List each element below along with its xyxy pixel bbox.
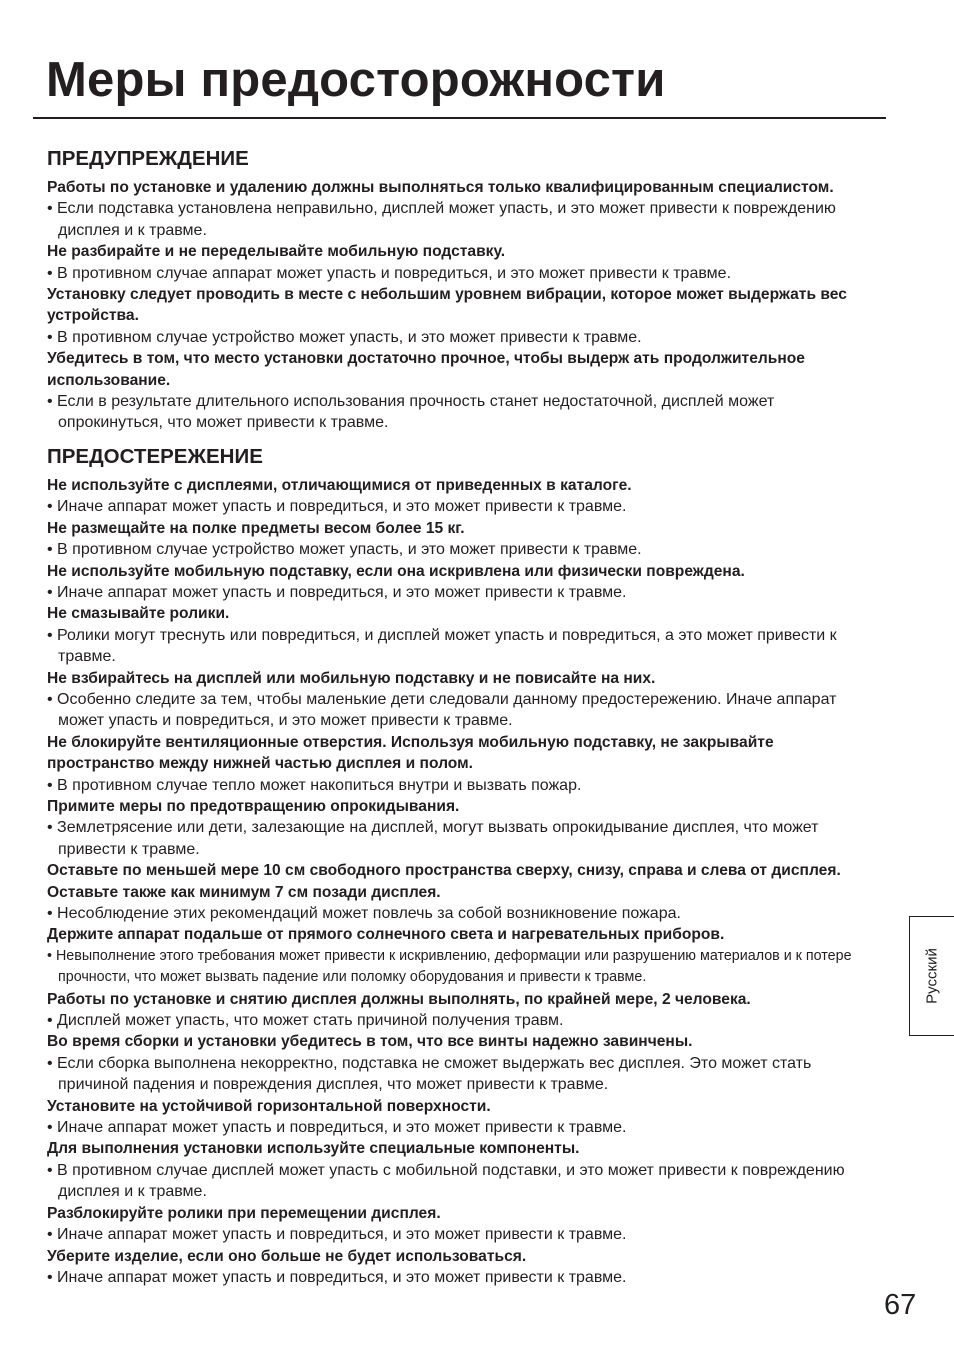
caution-item	[47, 796, 877, 860]
language-tab	[909, 916, 954, 1036]
page-title: Меры предосторожности	[46, 53, 666, 107]
caution-item	[47, 1138, 877, 1202]
warning-item-text: • В противном случае аппарат может упасть и повредиться, и это может привести к травме.	[47, 264, 732, 282]
caution-section	[47, 442, 877, 1288]
caution-item-title: Установите на устойчивой горизонтальной поверхности.	[47, 1097, 491, 1115]
caution-item	[47, 989, 877, 1032]
warning-section	[47, 144, 877, 434]
caution-item	[47, 732, 877, 796]
caution-item-title: Не смазывайте ролики.	[47, 605, 230, 623]
caution-item-title: Не размещайте на полке предметы весом более 15 кг.	[47, 519, 465, 537]
warning-item-title: Работы по установке и удалению должны выполняться только квалифицированным специалистом.	[47, 179, 834, 196]
caution-item	[47, 1096, 877, 1139]
warning-heading: ПРЕДУПРЕЖДЕНИЕ	[47, 147, 249, 170]
caution-item-text: • Если сборка выполнена некорректно, подставка не сможет выдержать вес дисплея. Это может стать причиной падения и повреждения дисплея, что может привести к травме.	[47, 1054, 812, 1094]
caution-item-title: Не используйте мобильную подставку, если она искривлена или физически повреждена.	[47, 562, 745, 580]
caution-item-text: • Иначе аппарат может упасть и повредиться, и это может привести к травме.	[47, 1226, 627, 1244]
warning-item	[47, 284, 877, 348]
caution-item	[47, 860, 877, 924]
caution-item-text: • Иначе аппарат может упасть и повредиться, и это может привести к травме.	[47, 1119, 627, 1137]
warning-item-text: • В противном случае устройство может упасть, и это может привести к травме.	[47, 328, 642, 346]
caution-item-title: Не используйте с дисплеями, отличающимися от приведенных в каталоге.	[47, 476, 632, 494]
caution-item	[47, 1031, 877, 1095]
warning-item	[47, 241, 877, 284]
caution-item-title: Держите аппарат подальше от прямого солнечного света и нагревательных приборов.	[47, 926, 725, 944]
caution-item	[47, 475, 877, 518]
caution-item-title: Для выполнения установки используйте специальные компоненты.	[47, 1140, 580, 1158]
caution-item	[47, 668, 877, 732]
warning-item-text: • Если подставка установлена неправильно, дисплей может упасть, и это может привести к повреждению дисплея и к травме.	[47, 200, 836, 239]
caution-item-text: • В противном случае дисплей может упасть с мобильной подставки, и это может привести к повреждению дисплея и к травме.	[47, 1161, 845, 1201]
caution-item	[47, 518, 877, 561]
caution-item-text: • Несоблюдение этих рекомендаций может повлечь за собой возникновение пожара.	[47, 905, 681, 922]
warning-item	[47, 348, 877, 434]
caution-item-text: • Иначе аппарат может упасть и повредиться, и это может привести к травме.	[47, 498, 627, 516]
warning-item-title: Не разбирайте и не переделывайте мобильную подставку.	[47, 243, 506, 261]
caution-item-text: • В противном случае устройство может упасть, и это может привести к травме.	[47, 541, 642, 559]
caution-item-text: • Иначе аппарат может упасть и повредиться, и это может привести к травме.	[47, 583, 627, 601]
caution-item-text: • Иначе аппарат может упасть и повредиться, и это может привести к травме.	[47, 1268, 627, 1286]
caution-heading: ПРЕДОСТЕРЕЖЕНИЕ	[47, 444, 263, 468]
caution-item-text: • Дисплей может упасть, что может стать причиной получения травм.	[47, 1012, 564, 1030]
caution-item-title: Работы по установке и снятию дисплея должны выполнять, по крайней мере, 2 человека.	[47, 990, 751, 1008]
title-divider	[33, 117, 886, 119]
caution-item-title: Уберите изделие, если оно больше не будет использоваться.	[47, 1247, 527, 1265]
caution-item-text: • Ролики могут треснуть или повредиться, и дисплей может упасть и повредиться, а это может привести к травме.	[47, 626, 837, 666]
caution-item	[47, 1246, 877, 1289]
caution-item-title: Оставьте по меньшей мере 10 см свободного пространства сверху, снизу, справа и слева от дисплея. Оставьте также как минимум 7 см позади дисплея.	[47, 862, 841, 901]
warning-item-title: Убедитесь в том, что место установки достаточно прочное, чтобы выдерж ать продолжительное использование.	[47, 350, 805, 389]
caution-item-title: Разблокируйте ролики при перемещении дисплея.	[47, 1204, 441, 1222]
language-tab-label: Русский	[923, 948, 941, 1004]
caution-item-title: Не блокируйте вентиляционные отверстия. Используя мобильную подставку, не закрывайте пространство между нижней частью дисплея и полом.	[47, 733, 774, 773]
caution-item-text: • Особенно следите за тем, чтобы маленькие дети следовали данному предостережению. Иначе аппарат может упасть и повредиться, и это может привести к травме.	[47, 690, 837, 730]
warning-item-title: Установку следует проводить в месте с небольшим уровнем вибрации, которое может выдержать вес устройства.	[47, 286, 847, 325]
caution-item-title: Примите меры по предотвращению опрокидывания.	[47, 797, 460, 815]
warning-item-text: • Если в результате длительного использования прочность станет недостаточной, дисплей может опрокинуться, что может привести к травме.	[47, 393, 775, 432]
caution-item-text: • В противном случае тепло может накопиться внутри и вызвать пожар.	[47, 776, 582, 794]
warning-item	[47, 177, 877, 241]
caution-item-text: • Невыполнение этого требования может привести к искривлению, деформации или разрушению материалов и к потере прочности, что может вызвать падение или поломку оборудования и привести к травме.	[47, 947, 852, 986]
caution-item-text: • Землетрясение или дети, залезающие на дисплей, могут вызвать опрокидывание дисплея, что может привести к травме.	[47, 819, 819, 858]
caution-item-title: Не взбирайтесь на дисплей или мобильную подставку и не повисайте на них.	[47, 669, 656, 687]
safety-content	[47, 144, 877, 1288]
caution-item	[47, 561, 877, 604]
caution-item	[47, 924, 877, 988]
caution-item	[47, 603, 877, 667]
caution-item-title: Во время сборки и установки убедитесь в том, что все винты надежно завинчены.	[47, 1033, 693, 1051]
caution-item	[47, 1203, 877, 1246]
page-number: 67	[884, 1289, 917, 1321]
